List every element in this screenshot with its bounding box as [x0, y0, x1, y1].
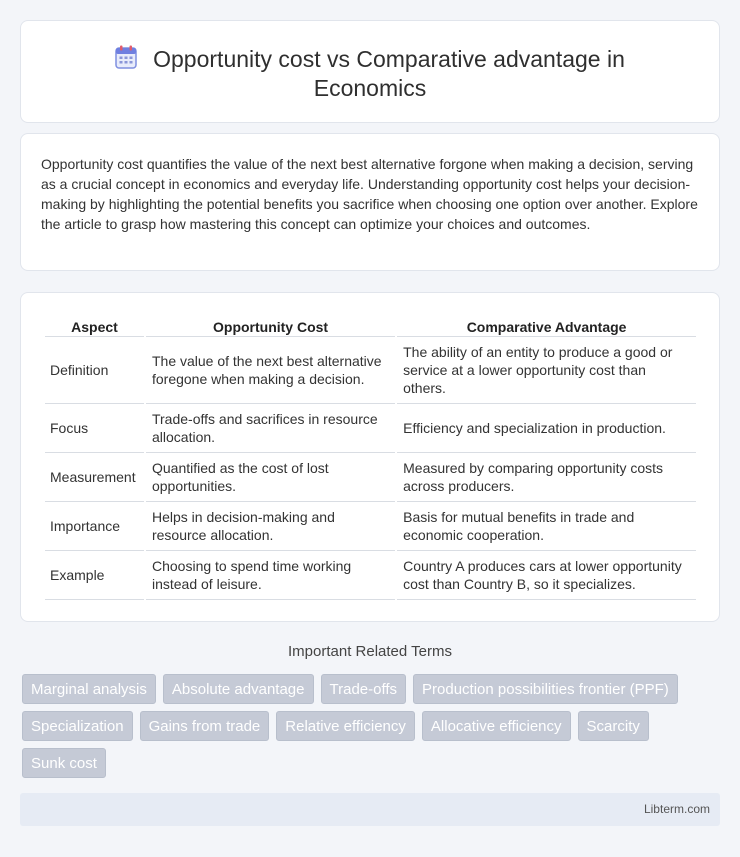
header-comparative-advantage: Comparative Advantage	[397, 315, 696, 337]
page-title	[21, 45, 719, 103]
row-opportunity-cost: The value of the next best alternative foregone when making a decision.	[146, 337, 395, 404]
page-title-line1: Opportunity cost vs Comparative advantage in	[153, 46, 625, 72]
tag-relative-efficiency[interactable]: Relative efficiency	[276, 711, 415, 741]
tag-marginal-analysis[interactable]: Marginal analysis	[22, 674, 156, 704]
row-comparative-advantage: Efficiency and specialization in production.	[397, 404, 696, 453]
title-card	[20, 20, 720, 123]
table-row	[45, 404, 696, 453]
tag-sunk-cost[interactable]: Sunk cost	[22, 748, 106, 778]
header-opportunity-cost: Opportunity Cost	[146, 315, 395, 337]
page-title-line2: Economics	[313, 75, 427, 101]
tag-specialization[interactable]: Specialization	[22, 711, 133, 741]
table-row	[45, 502, 696, 551]
table-row	[45, 551, 696, 600]
intro-card	[20, 133, 720, 271]
header-aspect: Aspect	[45, 315, 144, 337]
comparison-table	[43, 315, 698, 600]
tag-absolute-advantage[interactable]: Absolute advantage	[163, 674, 314, 704]
tag-trade-offs[interactable]: Trade-offs	[321, 674, 407, 704]
row-aspect: Focus	[45, 404, 144, 453]
tag-scarcity[interactable]: Scarcity	[578, 711, 649, 741]
related-terms-title: Important Related Terms	[288, 643, 452, 660]
row-opportunity-cost: Trade-offs and sacrifices in resource allocation.	[146, 404, 395, 453]
row-aspect: Measurement	[45, 453, 144, 502]
tag-gains-from-trade[interactable]: Gains from trade	[140, 711, 270, 741]
footer-site-link[interactable]: Libterm.com	[643, 802, 710, 816]
row-aspect: Importance	[45, 502, 144, 551]
intro-text: Opportunity cost quantifies the value of the next best alternative forgone when making a decision, serving as a crucial concept in economics and everyday life. Understanding opportunity cost helps your decision-making by highlighting the potential benefits you sacrifice when choosing one option over another. Explore the article to grasp how mastering this concept can optimize your choices and outcomes.	[41, 156, 698, 232]
table-row	[45, 453, 696, 502]
table-header-row	[45, 315, 696, 337]
footer	[20, 793, 720, 826]
table-row	[45, 337, 696, 404]
tag-allocative-efficiency[interactable]: Allocative efficiency	[422, 711, 571, 741]
row-aspect: Example	[45, 551, 144, 600]
row-opportunity-cost: Quantified as the cost of lost opportunities.	[146, 453, 395, 502]
row-comparative-advantage: Basis for mutual benefits in trade and economic cooperation.	[397, 502, 696, 551]
row-comparative-advantage: Measured by comparing opportunity costs across producers.	[397, 453, 696, 502]
tag-ppf[interactable]: Production possibilities frontier (PPF)	[413, 674, 678, 704]
related-terms-list	[22, 674, 722, 785]
row-aspect: Definition	[45, 337, 144, 404]
calendar-icon	[115, 45, 137, 69]
row-comparative-advantage: Country A produces cars at lower opportunity cost than Country B, so it specializes.	[397, 551, 696, 600]
row-opportunity-cost: Choosing to spend time working instead of leisure.	[146, 551, 395, 600]
row-opportunity-cost: Helps in decision-making and resource allocation.	[146, 502, 395, 551]
row-comparative-advantage: The ability of an entity to produce a good or service at a lower opportunity cost than others.	[397, 337, 696, 404]
comparison-card	[20, 292, 720, 622]
